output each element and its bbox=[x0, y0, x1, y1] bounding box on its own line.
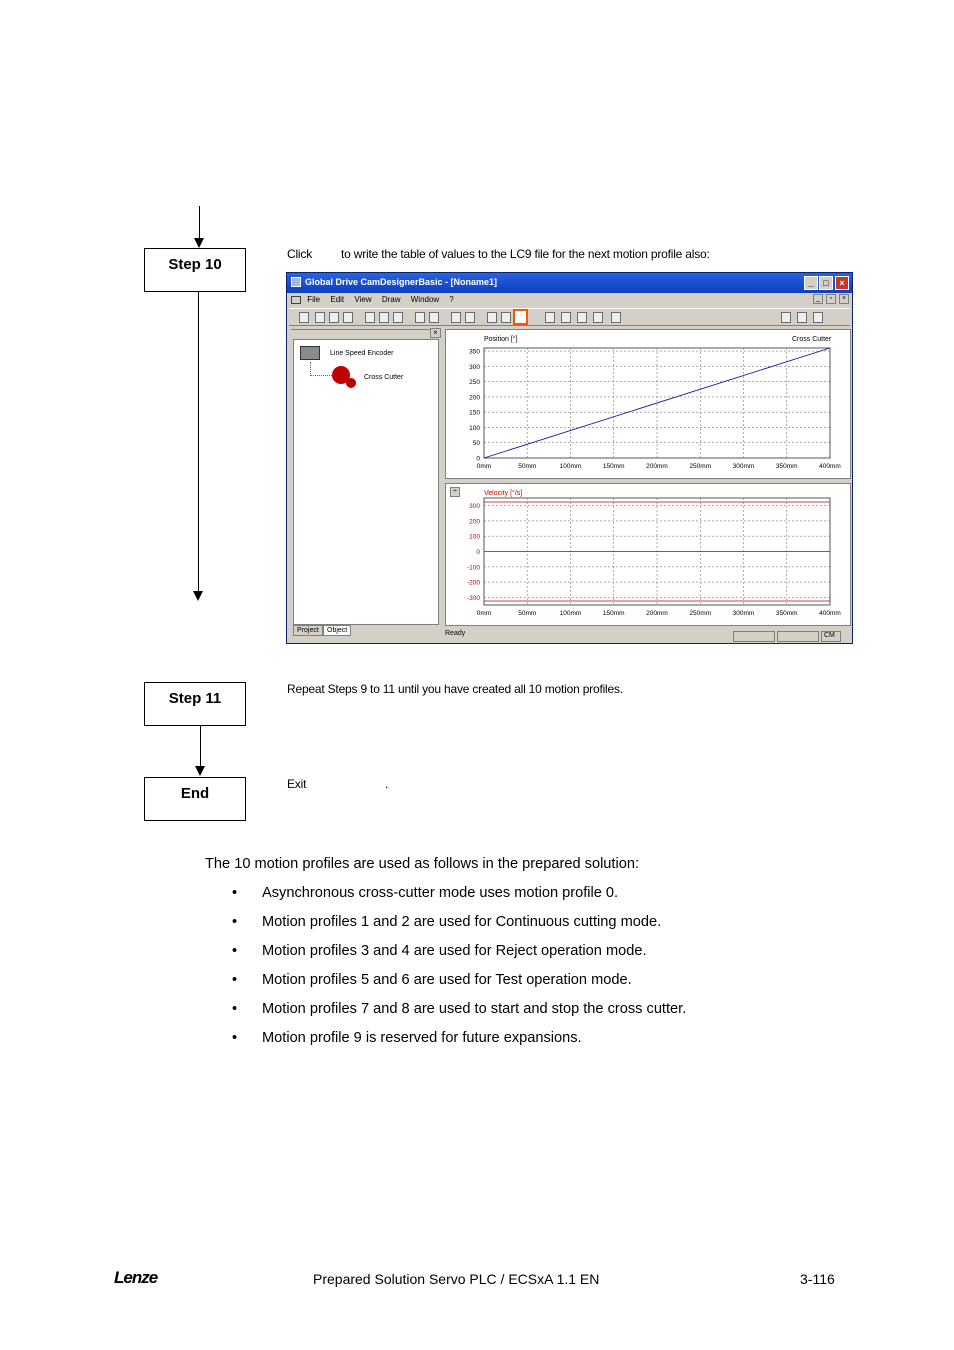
end-label: End bbox=[180, 785, 210, 802]
maximize-button[interactable]: □ bbox=[819, 276, 833, 290]
list-item bbox=[232, 885, 686, 914]
lenze-logo: Lenze bbox=[114, 1268, 158, 1287]
status-box-1 bbox=[733, 631, 775, 642]
x-tick-label: 50mm bbox=[518, 463, 537, 470]
undo-icon[interactable] bbox=[415, 312, 425, 323]
zoom-in-icon[interactable] bbox=[451, 312, 461, 323]
x-tick-label: 400mm bbox=[819, 610, 841, 617]
list-item bbox=[232, 914, 686, 943]
x-tick-label: 300mm bbox=[732, 463, 755, 470]
velocity-chart bbox=[446, 484, 850, 625]
close-button[interactable]: × bbox=[835, 276, 849, 290]
x-tick-label: 200mm bbox=[646, 463, 668, 470]
app-icon bbox=[291, 277, 301, 287]
bullet-icon: • bbox=[232, 943, 238, 959]
menu-bar bbox=[287, 293, 852, 307]
write-lc9-icon[interactable] bbox=[513, 309, 528, 325]
step-10-instruction-before: Click bbox=[287, 247, 312, 261]
menu-window[interactable]: Window bbox=[410, 295, 440, 304]
x-tick-label: 50mm bbox=[518, 610, 537, 617]
x-tick-label: 250mm bbox=[689, 610, 712, 617]
menu-help[interactable]: ? bbox=[449, 295, 454, 304]
footer-title: Prepared Solution Servo PLC / ECSxA 1.1 EN bbox=[313, 1271, 600, 1287]
y-tick-label: 300 bbox=[469, 363, 480, 371]
encoder-icon bbox=[300, 346, 320, 360]
x-tick-label: 300mm bbox=[732, 610, 755, 617]
x-tick-label: 0mm bbox=[476, 610, 492, 617]
y-tick-label: 50 bbox=[472, 440, 480, 448]
chart-title: Position [°] bbox=[484, 336, 518, 343]
mdi-close-button[interactable]: × bbox=[839, 294, 849, 304]
paste-icon[interactable] bbox=[393, 312, 403, 323]
save-icon[interactable] bbox=[329, 312, 339, 323]
x-tick-label: 0mm bbox=[476, 463, 492, 470]
usage-list bbox=[232, 885, 686, 1059]
globe-icon[interactable] bbox=[487, 312, 497, 323]
select-arrow-icon[interactable] bbox=[545, 312, 555, 323]
tree-item-cross-cutter[interactable]: Cross Cutter bbox=[364, 374, 404, 381]
flow-arrow-into-end bbox=[195, 766, 205, 776]
curve-icon[interactable] bbox=[577, 312, 587, 323]
step-11-instruction: Repeat Steps 9 to 11 until you have created all 10 motion profiles. bbox=[287, 682, 623, 696]
x-tick-label: 350mm bbox=[775, 610, 798, 617]
cam-icon[interactable] bbox=[797, 312, 807, 323]
flow-line-step10 bbox=[198, 292, 199, 592]
pane-header bbox=[291, 329, 441, 338]
zoom-out-icon[interactable] bbox=[465, 312, 475, 323]
y-tick-label: 250 bbox=[469, 379, 480, 387]
y-tick-label: -200 bbox=[466, 579, 480, 587]
end-box bbox=[144, 777, 246, 821]
tab-object[interactable]: Object bbox=[323, 625, 351, 636]
list-item-text: Motion profile 9 is reserved for future expansions. bbox=[262, 1030, 582, 1046]
flow-line-step11 bbox=[200, 726, 201, 768]
doc-icon bbox=[291, 296, 301, 304]
end-instruction-after: . bbox=[385, 777, 389, 791]
intro-paragraph: The 10 motion profiles are used as follows in the prepared solution: bbox=[205, 856, 640, 872]
list-item-text: Asynchronous cross-cutter mode uses motion profile 0. bbox=[262, 885, 619, 901]
list-item bbox=[232, 1001, 686, 1030]
velocity-plot-area bbox=[445, 483, 851, 626]
curve2-icon[interactable] bbox=[593, 312, 603, 323]
list-item-text: Motion profiles 3 and 4 are used for Reject operation mode. bbox=[262, 943, 647, 959]
tab-project[interactable]: Project bbox=[293, 625, 323, 636]
y-tick-label: 100 bbox=[469, 533, 480, 541]
x-tick-label: 150mm bbox=[602, 463, 625, 470]
step-11-label: Step 11 bbox=[168, 690, 222, 707]
print-icon[interactable] bbox=[343, 312, 353, 323]
y-tick-label: 350 bbox=[469, 348, 480, 356]
status-text: Ready bbox=[445, 630, 466, 637]
tree-item-line-speed-encoder[interactable]: Line Speed Encoder bbox=[330, 350, 394, 357]
window-title: Global Drive CamDesignerBasic - [Noname1] bbox=[305, 277, 498, 287]
x-tick-label: 200mm bbox=[646, 610, 668, 617]
new-icon[interactable] bbox=[299, 312, 309, 323]
step-11-box bbox=[144, 682, 246, 726]
chart-title: Velocity [°/s] bbox=[484, 490, 523, 497]
y-tick-label: 200 bbox=[469, 518, 480, 526]
export-icon[interactable] bbox=[813, 312, 823, 323]
table-icon[interactable] bbox=[611, 312, 621, 323]
y-tick-label: 150 bbox=[469, 409, 480, 417]
flow-arrow-after-step10 bbox=[193, 591, 203, 601]
cutter-icon-small bbox=[346, 378, 356, 388]
list-item-text: Motion profiles 1 and 2 are used for Continuous cutting mode. bbox=[262, 914, 662, 930]
list-item-text: Motion profiles 7 and 8 are used to start and stop the cross cutter. bbox=[262, 1001, 687, 1017]
status-box-cm: CM bbox=[821, 631, 841, 642]
cut-icon[interactable] bbox=[365, 312, 375, 323]
bullet-icon: • bbox=[232, 885, 238, 901]
drive-icon[interactable] bbox=[501, 312, 511, 323]
line-icon[interactable] bbox=[561, 312, 571, 323]
x-tick-label: 400mm bbox=[819, 463, 841, 470]
bullet-icon: • bbox=[232, 914, 238, 930]
y-tick-label: -300 bbox=[466, 594, 480, 602]
bullet-icon: • bbox=[232, 972, 238, 988]
x-tick-label: 250mm bbox=[689, 463, 712, 470]
tree-connector bbox=[310, 362, 334, 376]
list-item bbox=[232, 1030, 686, 1059]
open-icon[interactable] bbox=[315, 312, 325, 323]
flow-line-top bbox=[199, 206, 200, 240]
mdi-minimize-button[interactable]: _ bbox=[813, 294, 823, 304]
x-tick-label: 100mm bbox=[559, 463, 582, 470]
y-tick-label: 0 bbox=[476, 455, 480, 463]
copy-icon[interactable] bbox=[379, 312, 389, 323]
menu-edit[interactable]: Edit bbox=[330, 295, 345, 304]
y-tick-label: 0 bbox=[476, 549, 480, 556]
list-item bbox=[232, 943, 686, 972]
y-tick-label: -100 bbox=[466, 564, 480, 572]
step-10-label: Step 10 bbox=[168, 256, 222, 273]
window-title-bar bbox=[287, 273, 852, 293]
menu-file[interactable]: File bbox=[307, 295, 321, 304]
bullet-icon: • bbox=[232, 1030, 238, 1046]
y-tick-label: 300 bbox=[469, 503, 480, 511]
toolbar bbox=[289, 308, 850, 326]
hand-icon[interactable] bbox=[781, 312, 791, 323]
x-tick-label: 350mm bbox=[775, 463, 798, 470]
mdi-restore-button[interactable]: ▫ bbox=[826, 294, 836, 304]
menu-draw[interactable]: Draw bbox=[381, 295, 401, 304]
x-tick-label: 100mm bbox=[559, 610, 582, 617]
y-tick-label: 200 bbox=[469, 394, 480, 402]
redo-icon[interactable] bbox=[429, 312, 439, 323]
project-tree bbox=[293, 339, 439, 625]
y-tick-label: 100 bbox=[469, 424, 480, 432]
flow-arrow-into-step10 bbox=[194, 238, 204, 248]
step-10-instruction-after: to write the table of values to the LC9 file for the next motion profile also: bbox=[341, 247, 710, 261]
x-tick-label: 150mm bbox=[602, 610, 625, 617]
list-item-text: Motion profiles 5 and 6 are used for Test operation mode. bbox=[262, 972, 632, 988]
cam-designer-window bbox=[286, 272, 853, 644]
status-box-2 bbox=[777, 631, 819, 642]
step-10-box bbox=[144, 248, 246, 292]
velocity-scroll-button[interactable]: ÷ bbox=[450, 487, 460, 497]
legend-label: Cross Cutter bbox=[792, 336, 832, 343]
position-chart bbox=[446, 330, 850, 478]
minimize-button[interactable]: _ bbox=[804, 276, 818, 290]
page-number: 3-116 bbox=[800, 1271, 835, 1287]
bullet-icon: • bbox=[232, 1001, 238, 1017]
list-item bbox=[232, 972, 686, 1001]
menu-view[interactable]: View bbox=[354, 295, 372, 304]
end-instruction-before: Exit bbox=[287, 777, 307, 791]
position-plot-area bbox=[445, 329, 851, 479]
pane-close-button[interactable]: × bbox=[430, 328, 441, 338]
